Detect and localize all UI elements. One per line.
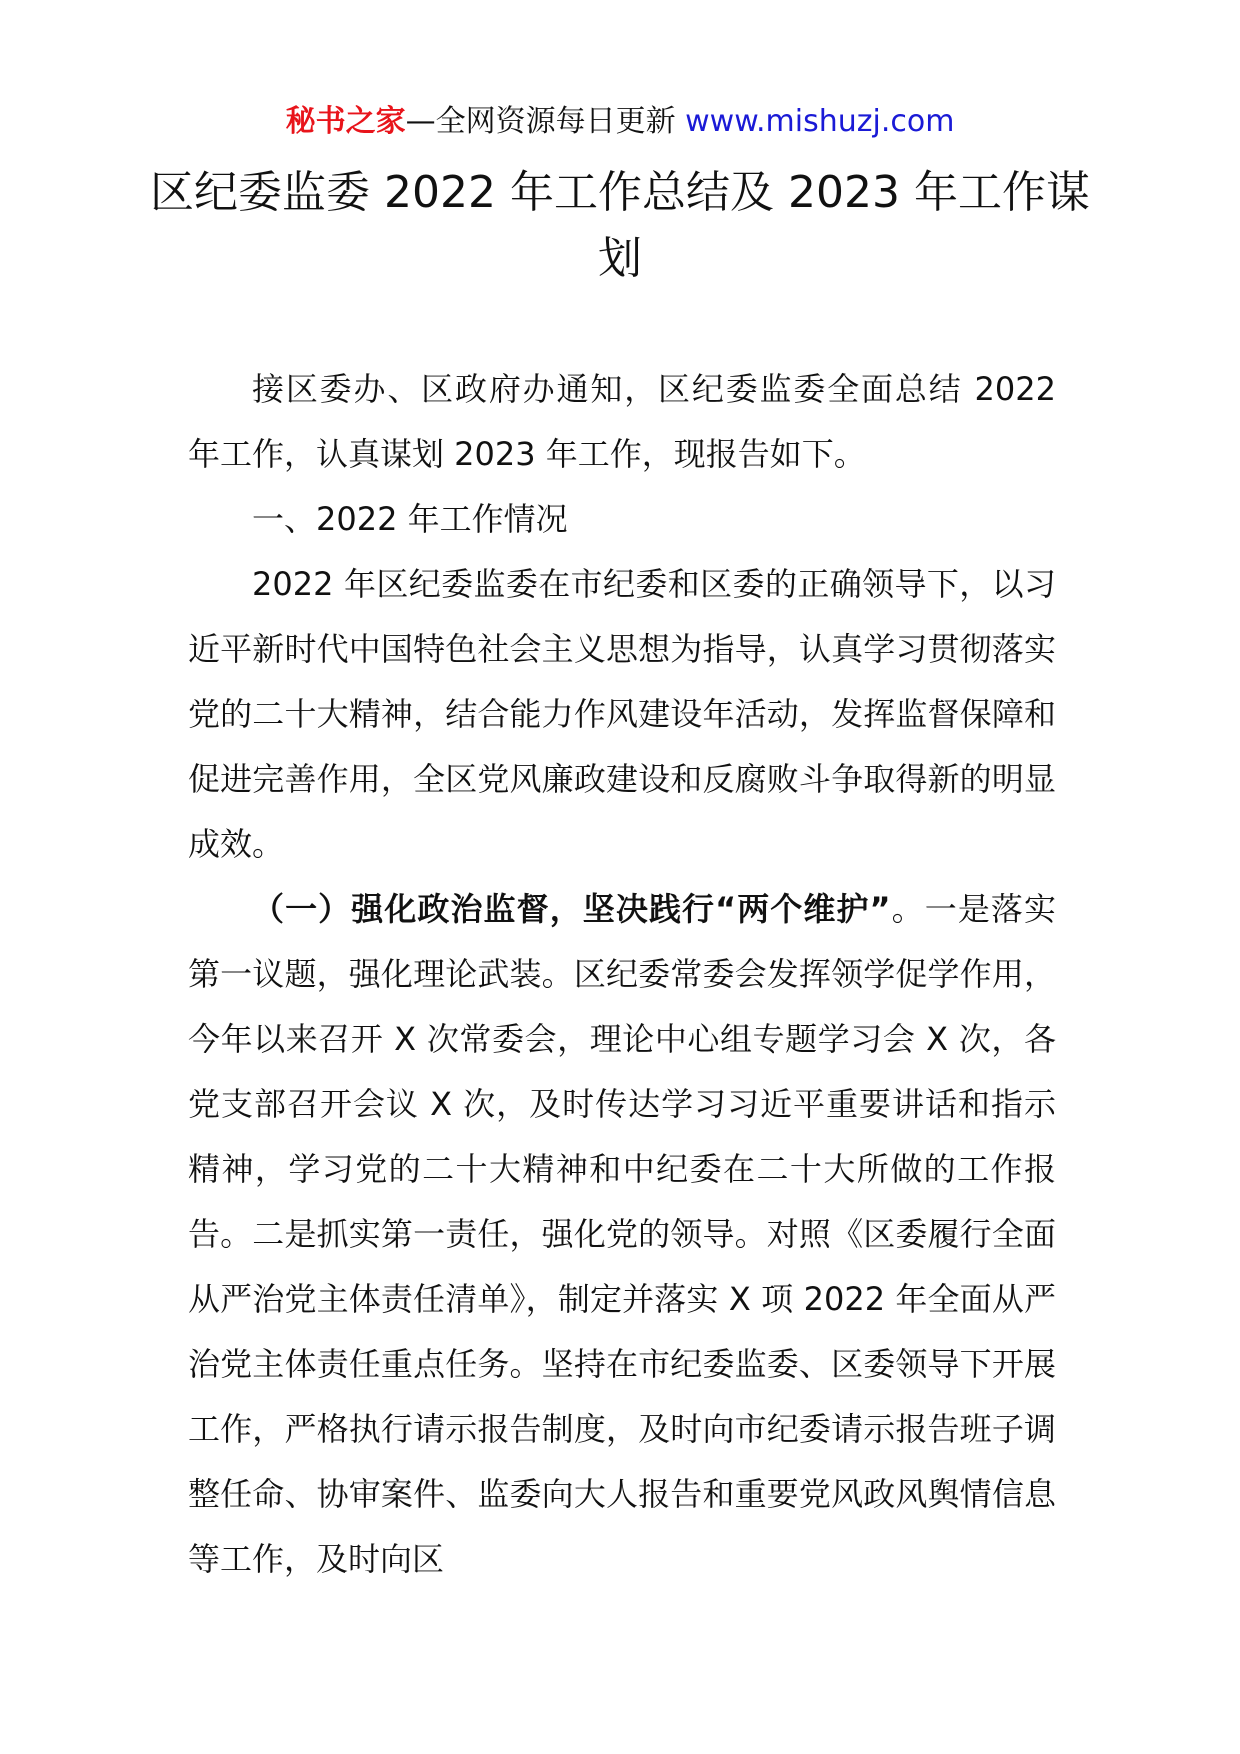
section-heading: 一、2022 年工作情况 [252, 500, 568, 538]
subsection-text: 。一是落实第一议题，强化理论武装。区纪委常委会发挥领学促学作用，今年以来召开 X 次常委会，理论中心组专题学习会 X 次，各党支部召开会议 X 次，及时传达学习习近平重要讲话和指示精神，学习党的二十大精神和中纪委在二十大所做的工作报告。二是抓实第一责任，强化党的领导。对照《区委履行全面从严治党主体责任清单》，制定并落实 X 项 2022 年全面从严治党主体责任重点任务。坚持在市纪委监委、区委领导下开展工作，严格执行请示报告制度，及时向市纪委请示报告班子调整任命、协审案件、监委向大人报告和重要党风政风舆情信息等工作，及时向区 [188, 890, 1056, 1578]
document-body [188, 357, 1056, 1592]
site-url-link[interactable]: www.mishuzj.com [685, 104, 955, 139]
site-header [0, 100, 1240, 144]
document-title: 区纪委监委 2022 年工作总结及 2023 年工作谋划 [150, 167, 1090, 284]
subsection-heading: （一）强化政治监督，坚决践行“两个维护” [252, 890, 891, 928]
header-tagline: —全网资源每日更新 [405, 104, 686, 139]
subsection-paragraph [188, 877, 1056, 1592]
intro-paragraph: 接区委办、区政府办通知，区纪委监委全面总结 2022 年工作，认真谋划 2023 年工作，现报告如下。 [188, 370, 1056, 473]
brand-name: 秘书之家 [285, 104, 406, 139]
section-paragraph: 2022 年区纪委监委在市纪委和区委的正确领导下，以习近平新时代中国特色社会主义思想为指导，认真学习贯彻落实党的二十大精神，结合能力作风建设年活动，发挥监督保障和促进完善作用，全区党风廉政建设和反腐败斗争取得新的明显成效。 [188, 565, 1056, 863]
